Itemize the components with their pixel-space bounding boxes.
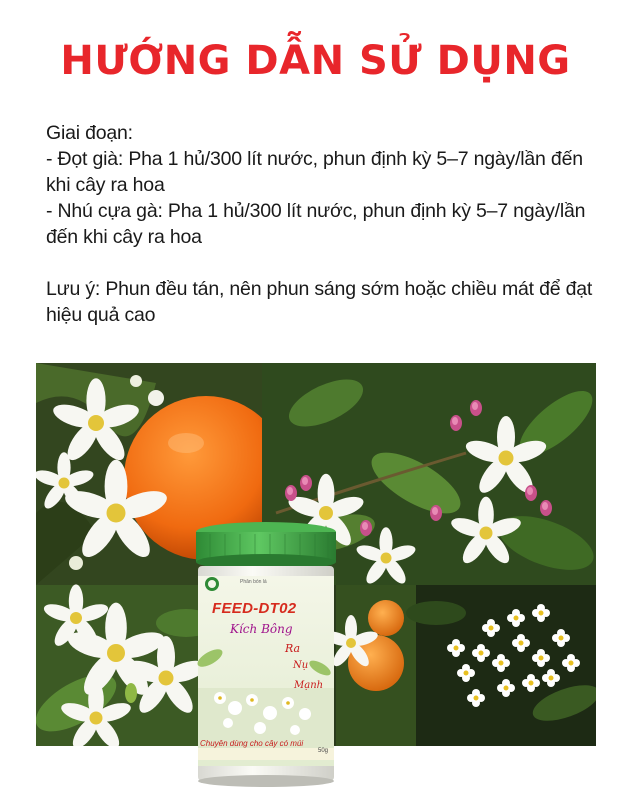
note-line-1: Lưu ý: Phun đều tán, nên phun sáng sớm hoặc chiều mát để đạt [46, 278, 593, 300]
photo-flower-cluster [406, 585, 596, 746]
product-slogan: Chuyên dùng cho cây có múi [200, 739, 304, 748]
stage-line-4: đến khi cây ra hoa [46, 226, 202, 248]
product-script-3: Nụ [293, 660, 309, 671]
product-weight: 50g [318, 748, 329, 754]
note-line-2: hiệu quả cao [46, 304, 156, 326]
instructions-block [46, 120, 594, 328]
photo-white-flowers [36, 584, 216, 746]
product-jar [190, 518, 342, 788]
product-script-4: Mạnh [294, 680, 324, 691]
product-script-2: Ra [285, 642, 301, 655]
page-title: HƯỚNG DẪN SỬ DỤNG [60, 38, 571, 84]
product-sub-label: Phân bón lá [240, 579, 267, 585]
stage-line-3: - Nhú cựa gà: Pha 1 hủ/300 lít nước, phun định kỳ 5–7 ngày/lần [46, 200, 586, 222]
stage-line-2: khi cây ra hoa [46, 174, 165, 196]
stage-line-1: - Đọt già: Pha 1 hủ/300 lít nước, phun định kỳ 5–7 ngày/lần đến [46, 148, 583, 170]
product-brand: FEED-DT02 [212, 600, 297, 617]
product-script-1: Kích Bông [230, 622, 293, 636]
stage-heading: Giai đoạn: [46, 122, 133, 144]
